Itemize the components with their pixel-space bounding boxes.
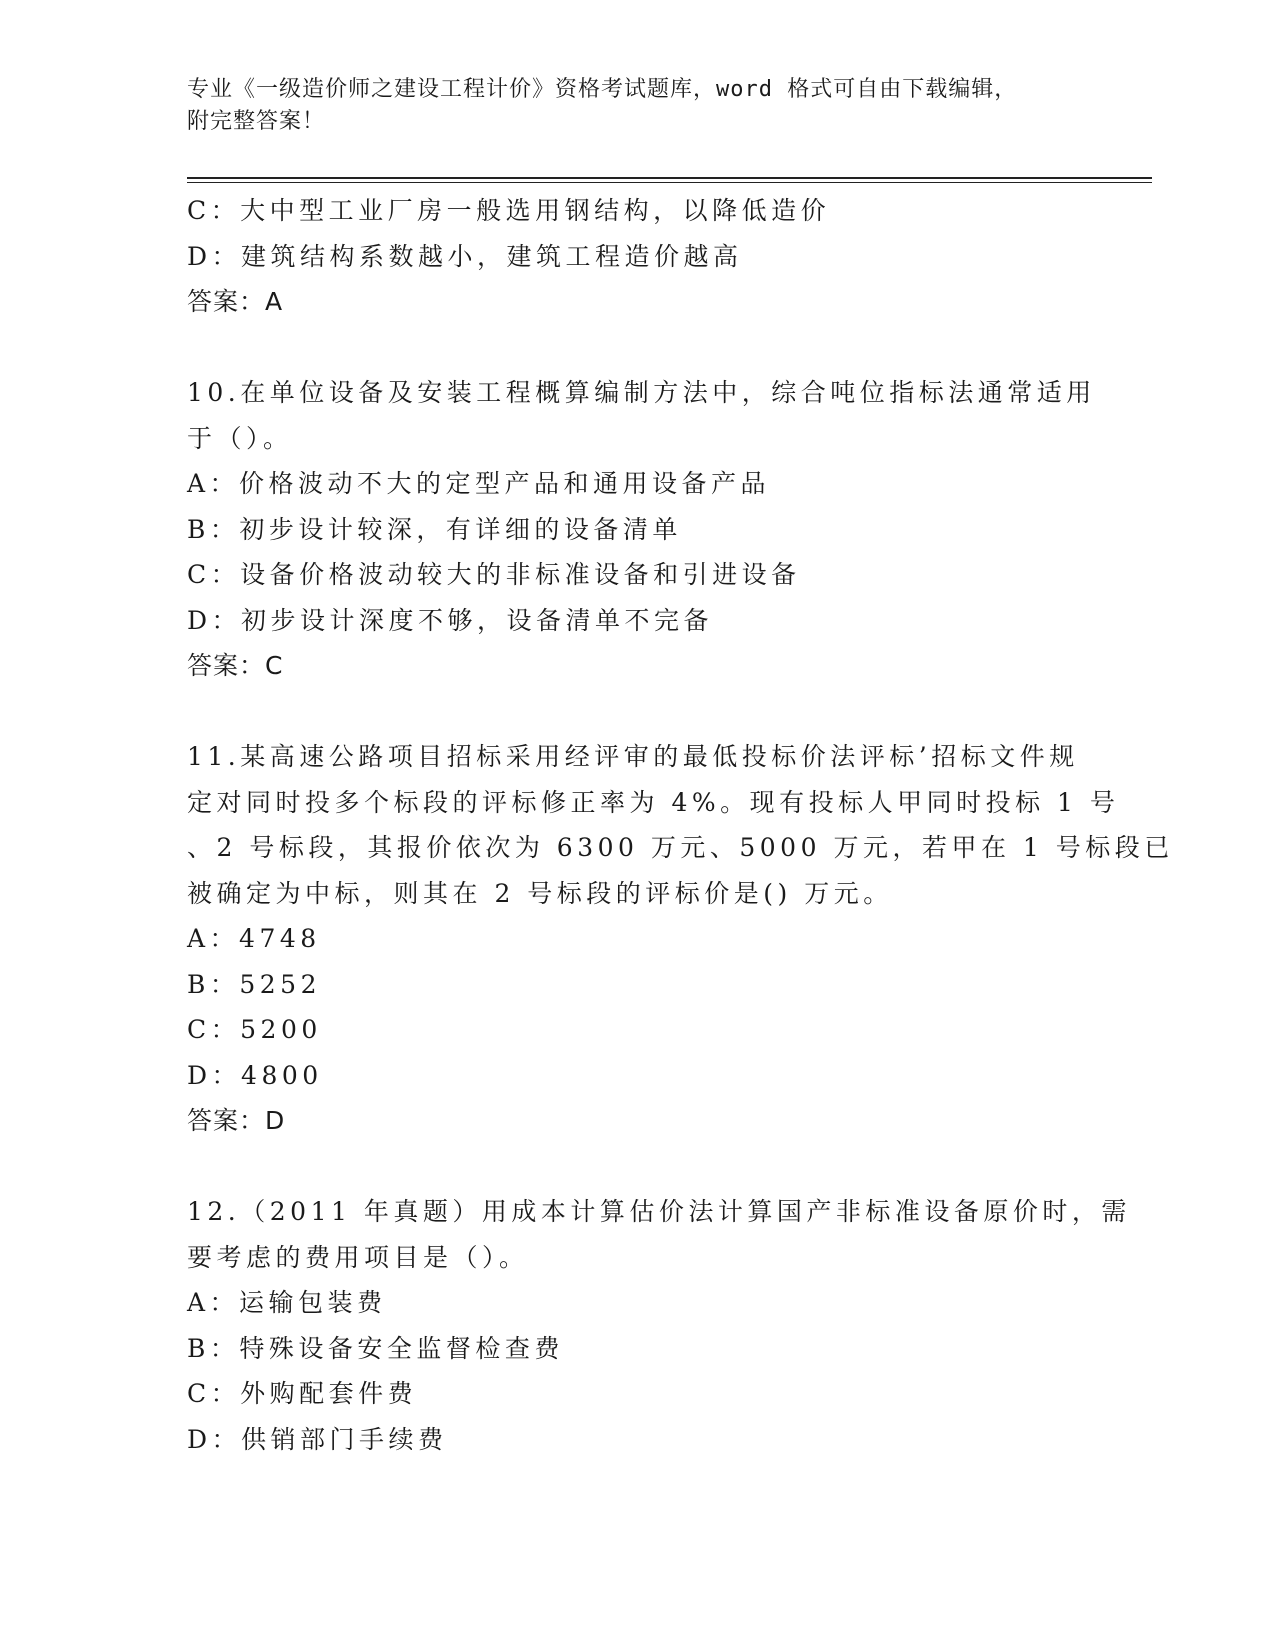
option-d: D：建筑结构系数越小，建筑工程造价越高 — [187, 241, 743, 271]
question-stem: 10.在单位设备及安装工程概算编制方法中，综合吨位指标法通常适用 — [187, 378, 1096, 407]
option-b: B：初步设计较深，有详细的设备清单 — [187, 514, 682, 544]
question-stem: 、2 号标段，其报价依次为 6300 万元、5000 万元，若甲在 1 号标段已 — [187, 833, 1174, 862]
option-d: D：初步设计深度不够，设备清单不完备 — [187, 605, 714, 635]
question-stem: 定对同时投多个标段的评标修正率为 4%。现有投标人甲同时投标 1 号 — [187, 787, 1120, 817]
answer-label: 答案：C — [187, 651, 284, 680]
header-divider-thick — [187, 177, 1152, 179]
answer-label: 答案：A — [187, 287, 284, 316]
option-c: C：外购配套件费 — [187, 1379, 418, 1408]
question-spacer — [187, 325, 1087, 371]
question-spacer — [187, 689, 1087, 735]
option-c: C：设备价格波动较大的非标准设备和引进设备 — [187, 560, 801, 589]
option-d: D：供销部门手续费 — [187, 1424, 448, 1454]
option-c: C：5200 — [187, 1015, 322, 1044]
question-spacer — [187, 1144, 1087, 1190]
question-11 — [187, 734, 1174, 1144]
header-divider-thin — [187, 182, 1152, 183]
option-b: B：5252 — [187, 969, 321, 999]
header-title-line-2: 附完整答案！ — [187, 109, 326, 134]
question-12 — [187, 1189, 1131, 1462]
question-9-continuation — [187, 188, 1087, 325]
answer-label: 答案：D — [187, 1106, 286, 1135]
option-a: A：价格波动不大的定型产品和通用设备产品 — [187, 469, 771, 498]
option-b: B：特殊设备安全监督检查费 — [187, 1333, 564, 1363]
question-stem: 12.（2011 年真题）用成本计算估价法计算国产非标准设备原价时，需 — [187, 1197, 1131, 1226]
question-stem: 要考虑的费用项目是（）。 — [187, 1242, 529, 1272]
option-a: A：4748 — [187, 924, 321, 953]
question-stem: 被确定为中标，则其在 2 号标段的评标价是() 万元。 — [187, 878, 893, 908]
option-a: A：运输包装费 — [187, 1288, 387, 1317]
option-d: D：4800 — [187, 1060, 323, 1090]
question-list — [187, 188, 1174, 1462]
option-c: C：大中型工业厂房一般选用钢结构，以降低造价 — [187, 196, 831, 225]
question-stem: 11.某高速公路项目招标采用经评审的最低投标价法评标’招标文件规 — [187, 742, 1079, 771]
question-stem: 于（）。 — [187, 423, 293, 453]
page-header — [187, 74, 1087, 138]
question-10 — [187, 370, 1096, 689]
header-title-line-1: 专业《一级造价师之建设工程计价》资格考试题库，word 格式可自由下载编辑， — [187, 77, 1018, 102]
